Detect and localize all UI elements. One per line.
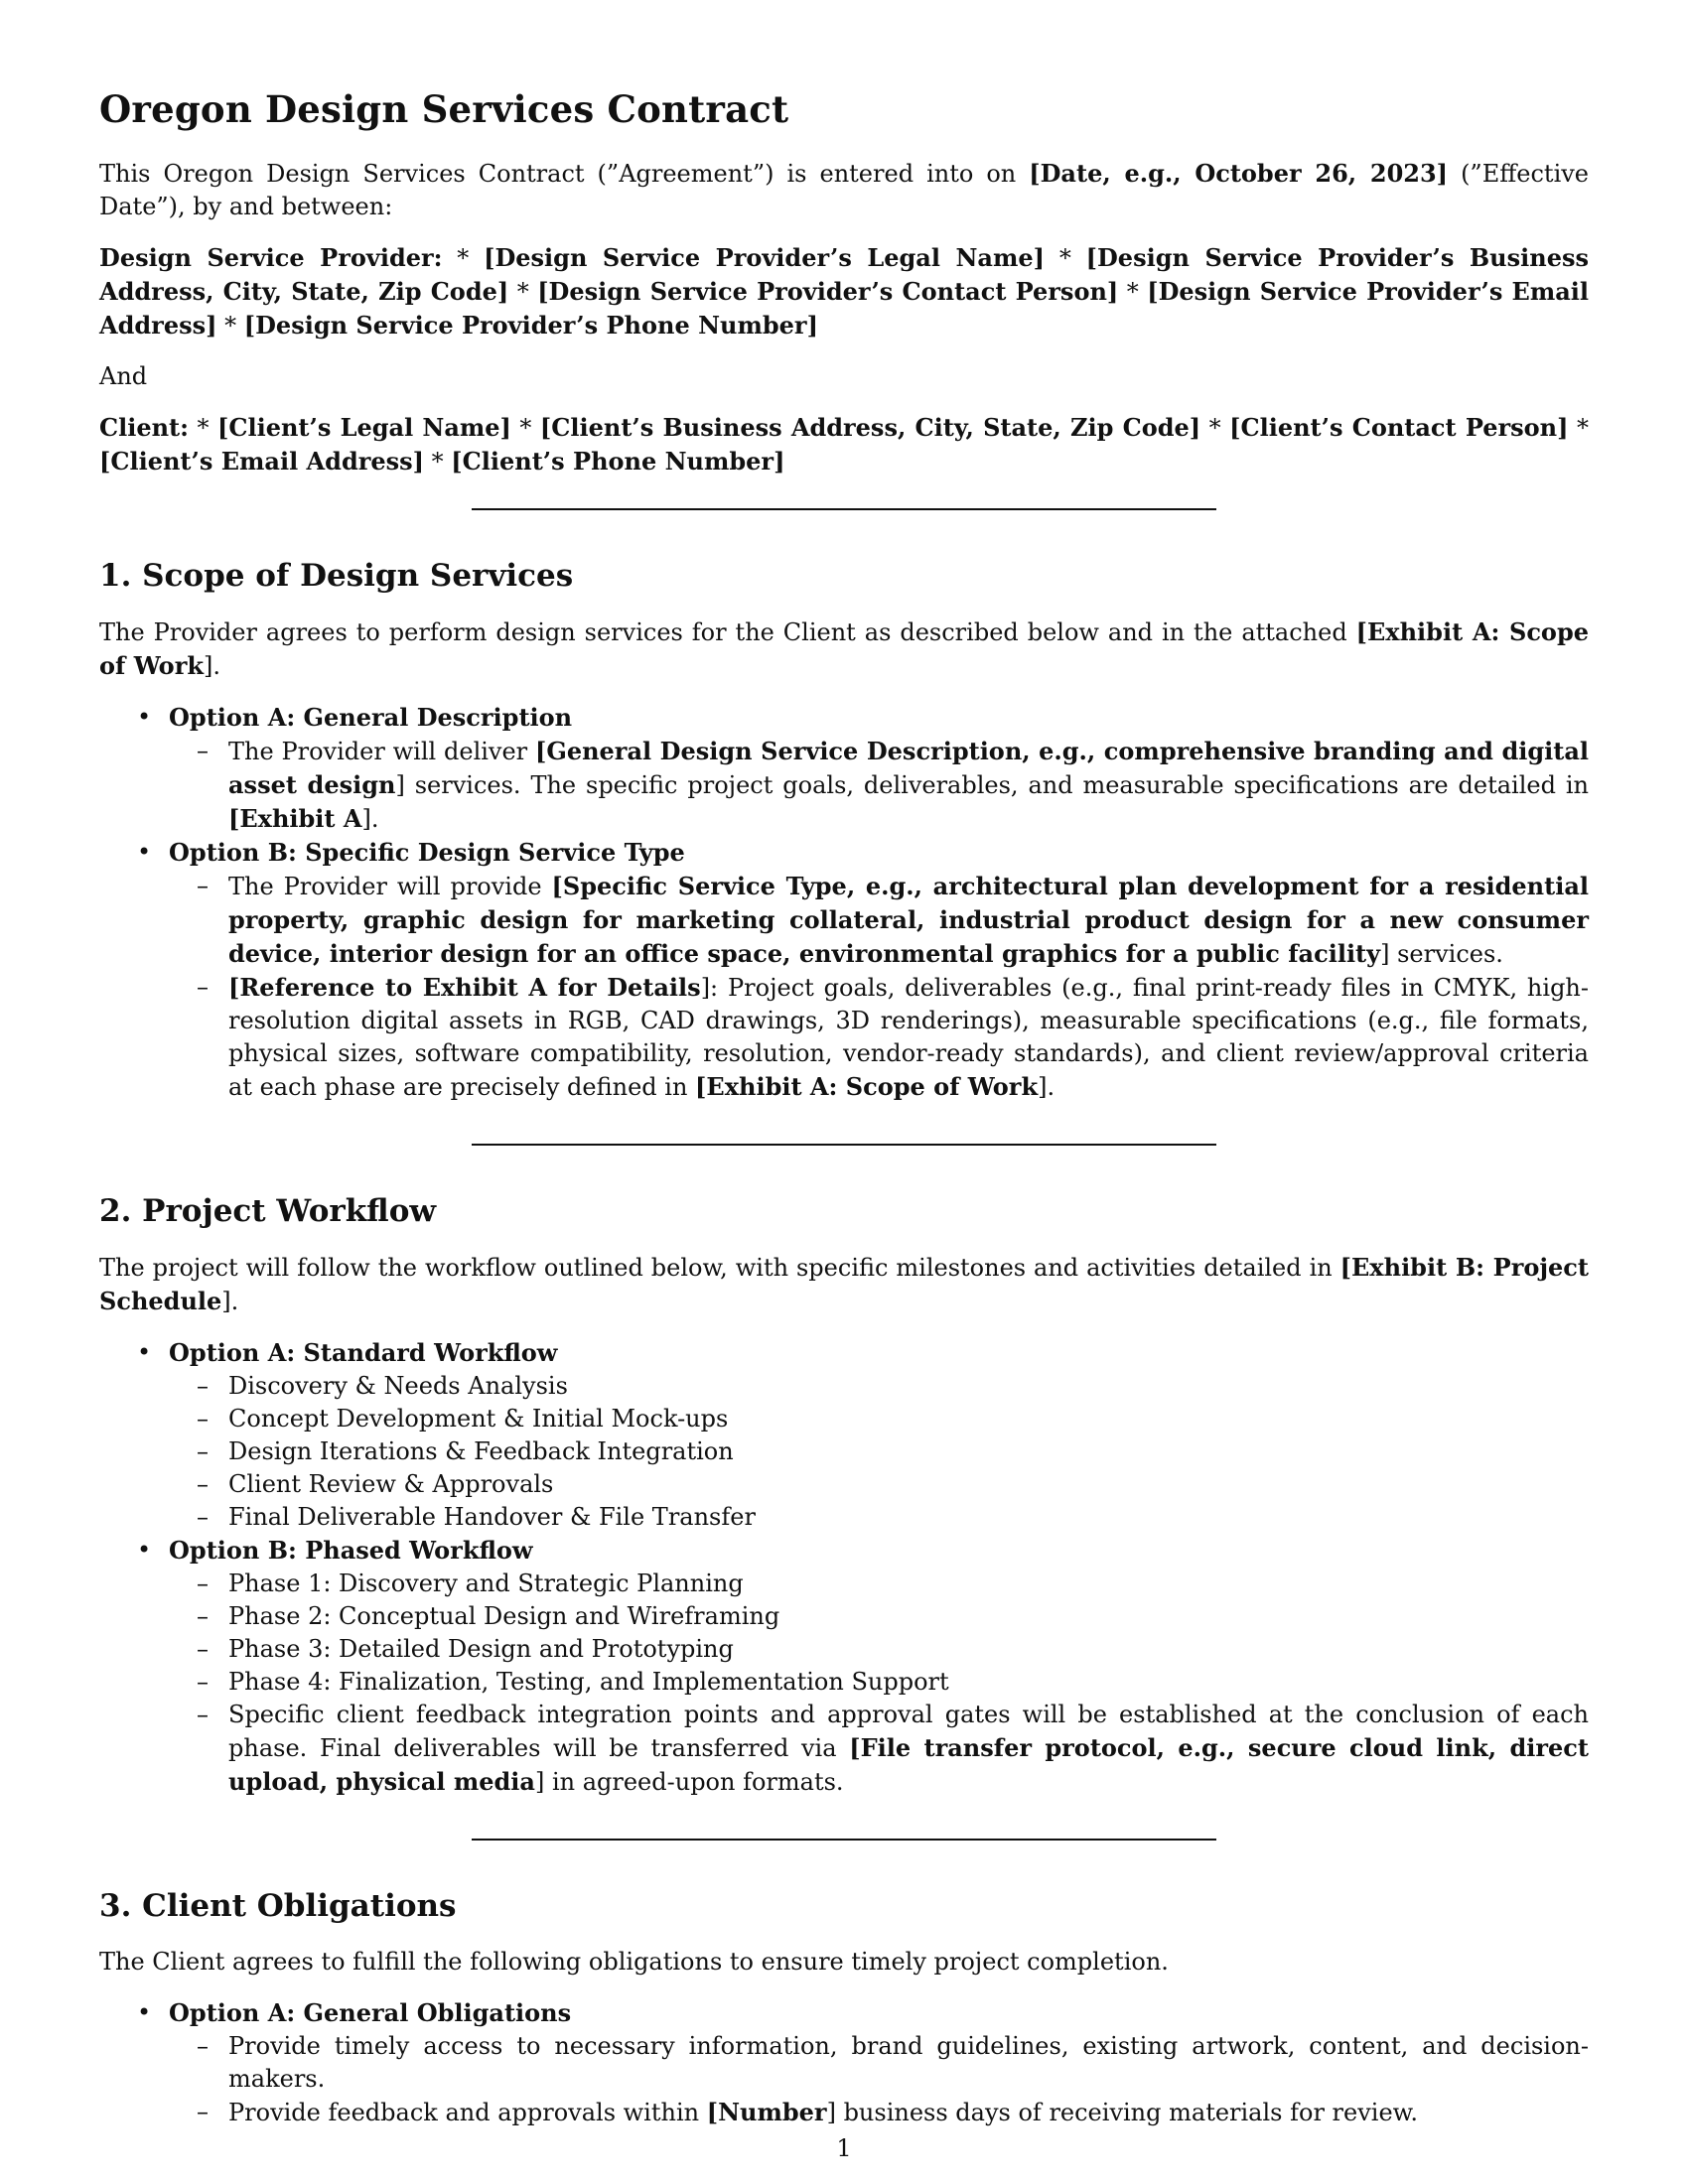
separator: * [1568,414,1589,442]
separator: * [508,278,538,306]
text: Phase 1: Discovery and Strategic Planning [228,1570,744,1597]
dash-icon: – [197,872,209,899]
provider-phone: [Design Service Provider’s Phone Number] [243,311,818,340]
section-heading-scope: 1. Scope of Design Services [99,558,574,594]
text: ] business days of receiving materials for review. [826,2099,1418,2126]
workflow-intro [99,1251,1589,1318]
obligations-intro: The Client agrees to fulfill the following obligations to ensure timely project completion. [99,1948,1169,1976]
list-item [169,1600,1589,1633]
text: The Provider will provide [228,873,552,900]
dash-icon: – [197,1602,209,1630]
sub-list [169,870,1589,1104]
scope-options [99,701,1589,1104]
sub-list [169,1568,1589,1799]
list-item [99,836,1589,1104]
intro-text: This Oregon Design Services Contract (”Agreement”) is entered into on [99,160,1030,188]
page-number: 1 [836,2134,852,2162]
horizontal-rule [472,1144,1216,1146]
text: Final Deliverable Handover & File Transfer [228,1503,756,1531]
option-label: Option A: General Obligations [169,1998,572,2027]
text: Phase 2: Conceptual Design and Wireframing [228,1602,780,1630]
workflow-options [99,1336,1589,1799]
bullet-icon: • [137,838,152,866]
list-item [169,971,1589,1104]
text: The project will follow the workflow outlined below, with specific milestones and activities detailed in [99,1254,1340,1282]
exhibit-reference: [Exhibit A: Scope of Work [695,1072,1039,1101]
horizontal-rule [472,1839,1216,1841]
sub-list [169,1370,1589,1534]
client-legal-name: [Client’s Legal Name] [217,413,511,442]
text: Specific client feedback integration points and approval gates will be established at the conclusion of each phase. Final deliverables will be transferred via [228,1701,1589,1762]
placeholder: [General Design Service Description, e.g., comprehensive branding and digital asset design [228,737,1590,799]
list-item [169,2030,1589,2096]
text: The Provider agrees to perform design services for the Client as described below and in the attached [99,618,1356,646]
text: The Provider will deliver [228,738,535,765]
text: Discovery & Needs Analysis [228,1372,568,1400]
text: Concept Development & Initial Mock-ups [228,1405,729,1433]
placeholder: [Reference to Exhibit A for Details [228,973,701,1002]
text: ]. [1038,1073,1055,1101]
client-phone: [Client’s Phone Number] [451,447,785,476]
option-label: Option B: Phased Workflow [169,1536,533,1565]
obligation-options [99,1996,1589,2129]
list-item [169,870,1589,971]
list-item [169,1666,1589,1699]
section-heading-client-obligations: 3. Client Obligations [99,1888,457,1924]
option-label: Option A: General Description [169,703,573,732]
separator: * [442,244,485,272]
separator: * [1118,278,1148,306]
scope-intro [99,615,1589,683]
dash-icon: – [197,973,209,1001]
document-title: Oregon Design Services Contract [99,87,789,131]
text: Phase 3: Detailed Design and Prototyping [228,1635,734,1663]
separator: * [1045,244,1086,272]
list-item [169,1568,1589,1600]
client-contact: [Client’s Contact Person] [1229,413,1569,442]
list-item [169,735,1589,836]
exhibit-reference: [Exhibit A: Scope of Work [99,617,1589,680]
separator: * [424,448,452,476]
list-item [169,1403,1589,1435]
and-text: And [99,362,148,390]
dash-icon: – [197,2098,209,2125]
list-item [99,1336,1589,1534]
exhibit-reference: [Exhibit B: Project Schedule [99,1253,1589,1315]
dash-icon: – [197,1372,209,1400]
dash-icon: – [197,1635,209,1663]
list-item [169,1435,1589,1468]
dash-icon: – [197,1668,209,1696]
horizontal-rule [472,508,1216,510]
text: Provide timely access to necessary information, brand guidelines, existing artwork, content, and decision-makers. [228,2032,1589,2093]
option-label: Option A: Standard Workflow [169,1338,558,1367]
bullet-icon: • [137,1998,152,2026]
dash-icon: – [197,1437,209,1465]
dash-icon: – [197,2032,209,2060]
text: Phase 4: Finalization, Testing, and Implementation Support [228,1668,949,1696]
list-item [169,1501,1589,1534]
intro-text-end: (”Effective Date”), by and between: [99,160,1590,220]
option-label: Option B: Specific Design Service Type [169,838,685,867]
text: Provide feedback and approvals within [228,2099,707,2126]
bullet-icon: • [137,703,152,731]
list-item [169,1370,1589,1403]
client-email: [Client’s Email Address] [99,447,425,476]
document-page [99,87,1589,2135]
provider-contact: [Design Service Provider’s Contact Person] [537,277,1119,306]
separator: * [510,414,540,442]
dash-icon: – [197,1470,209,1498]
list-item [99,701,1589,836]
sub-list [169,2030,1589,2129]
bullet-icon: • [137,1338,152,1366]
date-placeholder: [Date, e.g., October 26, 2023] [1029,159,1449,188]
list-item [169,1699,1589,1799]
dash-icon: – [197,1570,209,1597]
text: ]. [361,805,379,833]
text: ] services. [1380,940,1503,968]
provider-email: [Design Service Provider’s Email Address] [99,277,1590,340]
text: Design Iterations & Feedback Integration [228,1437,734,1465]
bullet-icon: • [137,1536,152,1564]
placeholder: [File transfer protocol, e.g., secure cloud link, direct upload, physical media [228,1733,1589,1796]
provider-label: Design Service Provider: [99,243,443,272]
dash-icon: – [197,1503,209,1531]
section-heading-workflow: 2. Project Workflow [99,1193,437,1229]
client-paragraph [99,411,1589,478]
list-item [99,1534,1589,1799]
dash-icon: – [197,1405,209,1433]
provider-address: [Design Service Provider’s Business Address, City, State, Zip Code] [99,243,1589,306]
list-item [99,1996,1589,2129]
placeholder: [Specific Service Type, e.g., architectural plan development for a residential property, graphic design for marketing collateral, industrial product design for a new consumer device, interior design for an office space, environmental graphics for a public facility [228,872,1590,968]
sub-list [169,735,1589,836]
client-address: [Client’s Business Address, City, State, Zip Code] [539,413,1201,442]
list-item [169,1633,1589,1666]
client-label: Client: [99,413,189,442]
dash-icon: – [197,1701,209,1728]
provider-paragraph [99,241,1589,342]
text: ]. [221,1288,239,1315]
text: ]. [203,652,220,680]
list-item [169,2096,1589,2129]
text: ] in agreed-upon formats. [534,1768,844,1796]
dash-icon: – [197,737,209,764]
text: ] services. The specific project goals, deliverables, and measurable specifications are detailed in [395,771,1589,799]
text: ]: Project goals, deliverables (e.g., final print-ready files in CMYK, high-resolution digital assets in RGB, CAD drawings, 3D renderings), measurable specifications (e.g., file formats, physical sizes, software compatibility, resolution, vendor-ready standards), and client review/approval criteria at each phase are precisely defined in [228,974,1589,1101]
text: Client Review & Approvals [228,1470,554,1498]
list-item [169,1468,1589,1501]
intro-paragraph [99,157,1589,223]
provider-legal-name: [Design Service Provider’s Legal Name] [484,243,1046,272]
exhibit-reference: [Exhibit A [228,804,362,833]
placeholder: [Number [706,2098,827,2126]
separator: * [189,414,217,442]
separator: * [1200,414,1230,442]
separator: * [216,312,244,340]
